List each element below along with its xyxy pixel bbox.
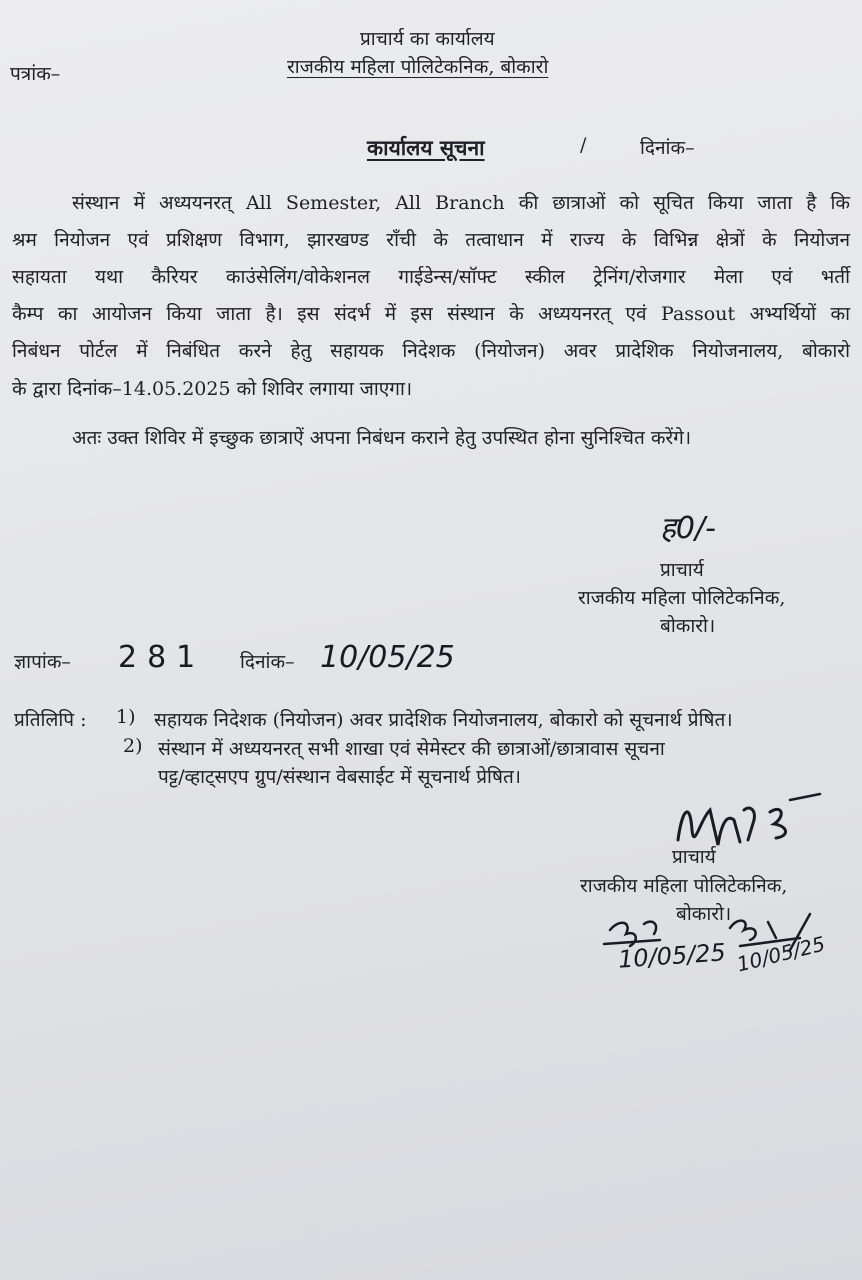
memo-label: ज्ञापांक– (14, 651, 71, 673)
principal-designation-1: प्राचार्य (660, 559, 704, 581)
principal-designation-2: प्राचार्य (672, 846, 716, 868)
copy-item-1-number: 1) (116, 706, 136, 728)
handwritten-date-2: 10/05/25 (734, 931, 828, 977)
memo-number: 281 (118, 640, 206, 675)
copy-item-2-text-cont: पट्ट/व्हाट्सएप ग्रुप/संस्थान वेबसाईट में सूचनार्थ प्रेषित। (158, 766, 521, 788)
copy-item-1-text: सहायक निदेशक (नियोजन) अवर प्रादेशिक नियोजनालय, बोकारो को सूचनार्थ प्रेषित। (154, 709, 733, 731)
body-line-3: सहायता यथा कैरियर काउंसेलिंग/वोकेशनल गाईडेन्स/सॉफ्ट स्कील ट्रेनिंग/रोजगार मेला एवं भर्ती (12, 266, 850, 288)
institution-heading: राजकीय महिला पोलिटेकनिक, बोकारो (287, 56, 549, 78)
signature-initials: ह0/- (660, 511, 716, 546)
title-separator: / (580, 134, 587, 156)
handwritten-date-1: 10/05/25 (617, 938, 727, 974)
letter-number-label: पत्रांक– (10, 63, 61, 85)
office-heading: प्राचार्य का कार्यालय (360, 28, 495, 50)
copy-label: प्रतिलिपि : (14, 709, 87, 731)
copy-item-2-text: संस्थान में अध्ययनरत् सभी शाखा एवं सेमेस्टर की छात्राओं/छात्रावास सूचना (158, 738, 665, 760)
body-line-5: निबंधन पोर्टल में निबंधित करने हेतु सहायक निदेशक (नियोजन) अवर प्रादेशिक नियोजनालय, बोकारो (12, 340, 850, 362)
institution-city-1: बोकारो। (660, 615, 716, 637)
notice-title (367, 134, 485, 162)
body-line-7: अतः उक्त शिविर में इच्छुक छात्राऐं अपना निबंधन कराने हेतु उपस्थित होना सुनिश्चित करेंगे। (72, 427, 692, 449)
institution-name-1: राजकीय महिला पोलिटेकनिक, (578, 587, 786, 609)
notice-date-label: दिनांक– (640, 137, 695, 159)
notice-title-text: कार्यालय सूचना (367, 135, 485, 160)
memo-date: 10/05/25 (320, 640, 455, 675)
institution-city-2: बोकारो। (676, 903, 732, 925)
memo-date-label: दिनांक– (240, 651, 295, 673)
copy-item-2-number: 2) (123, 735, 143, 757)
body-line-4: कैम्प का आयोजन किया जाता है। इस संदर्भ में इस संस्थान के अध्ययनरत् एवं Passout अभ्यर्थियों का (12, 303, 850, 325)
body-line-1: संस्थान में अध्ययनरत् All Semester, All Branch की छात्राओं को सूचित किया जाता है कि (72, 192, 850, 214)
institution-name-2: राजकीय महिला पोलिटेकनिक, (580, 875, 788, 897)
body-line-6: के द्वारा दिनांक–14.05.2025 को शिविर लगाया जाएगा। (12, 378, 413, 400)
body-line-2: श्रम नियोजन एवं प्रशिक्षण विभाग, झारखण्ड राँची के तत्वाधान में राज्य के विभिन्न क्षेत्रों के नियोजन (12, 229, 850, 251)
